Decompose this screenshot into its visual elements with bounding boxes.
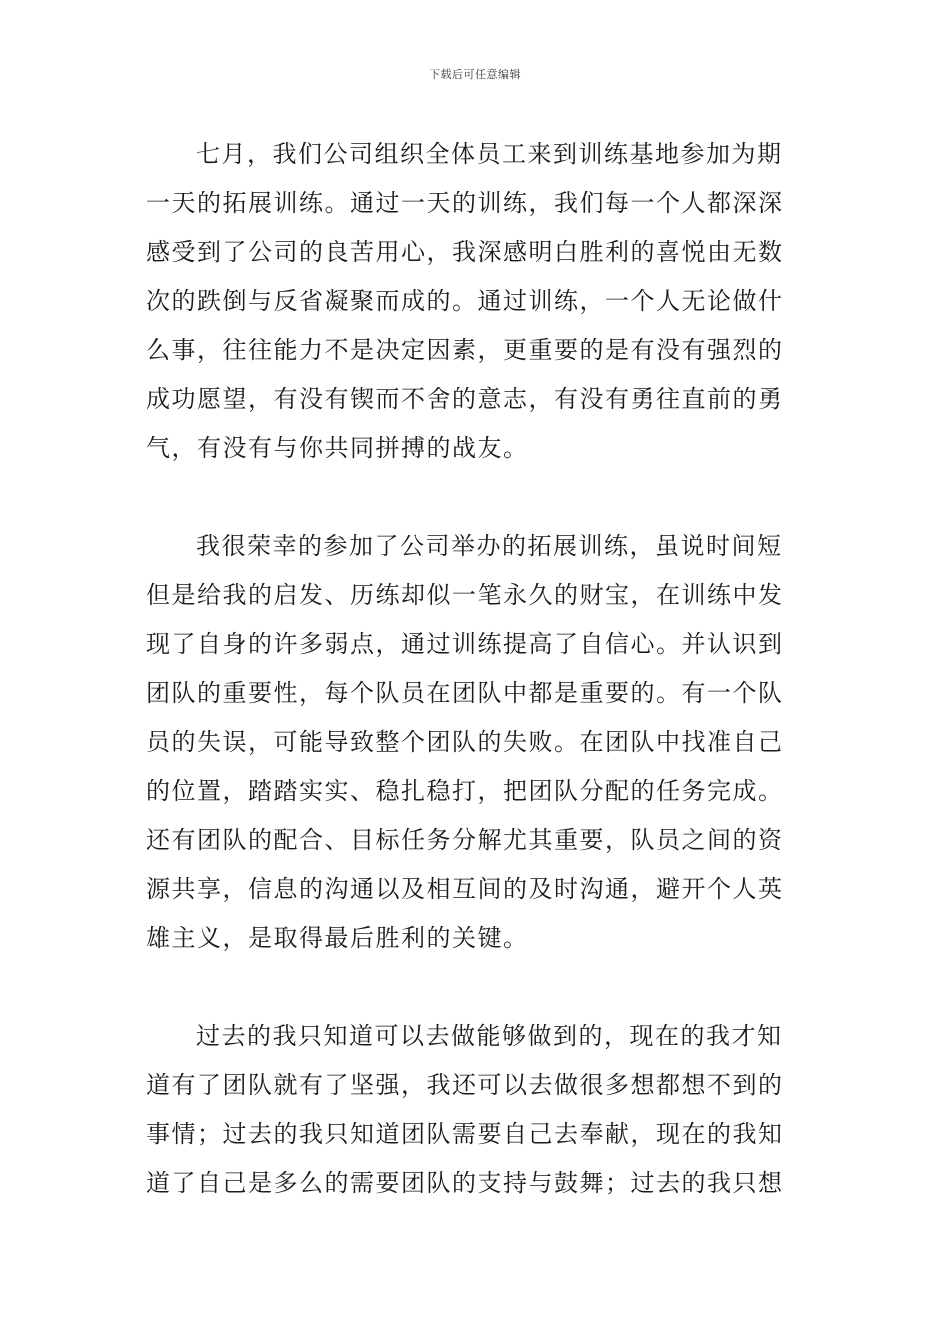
- text-line: 成功愿望，有没有锲而不舍的意志，有没有勇往直前的勇: [146, 385, 784, 413]
- text-line: 员的失误，可能导致整个团队的失败。在团队中找准自己: [146, 728, 784, 756]
- text-line: 过去的我只知道可以去做能够做到的，现在的我才知: [196, 1022, 783, 1050]
- paragraph-spacer: [146, 473, 806, 522]
- text-line: 还有团队的配合、目标任务分解尤其重要，队员之间的资: [146, 826, 784, 854]
- text-line: 事情；过去的我只知道团队需要自己去奉献，现在的我知: [146, 1120, 784, 1148]
- text-line: 我很荣幸的参加了公司举办的拓展训练，虽说时间短: [196, 532, 783, 560]
- paragraph-1: [146, 130, 806, 473]
- text-line: 一天的拓展训练。通过一天的训练，我们每一个人都深深: [146, 189, 784, 217]
- text-line: 源共享，信息的沟通以及相互间的及时沟通，避开个人英: [146, 875, 784, 903]
- text-line: 道了自己是多么的需要团队的支持与鼓舞；过去的我只想: [146, 1169, 784, 1197]
- text-line: 雄主义，是取得最后胜利的关键。: [146, 924, 529, 952]
- text-line: 次的跌倒与反省凝聚而成的。通过训练，一个人无论做什: [146, 287, 784, 315]
- header-note: 下载后可任意编辑: [429, 68, 521, 81]
- text-line: 么事，往往能力不是决定因素，更重要的是有没有强烈的: [146, 336, 784, 364]
- text-line: 的位置，踏踏实实、稳扎稳打，把团队分配的任务完成。: [146, 777, 784, 805]
- text-line: 但是给我的启发、历练却似一笔永久的财宝，在训练中发: [146, 581, 784, 609]
- text-line: 道有了团队就有了坚强，我还可以去做很多想都想不到的: [146, 1071, 784, 1099]
- paragraph-spacer: [146, 963, 806, 1012]
- text-line: 气，有没有与你共同拼搏的战友。: [146, 434, 529, 462]
- text-line: 现了自身的许多弱点，通过训练提高了自信心。并认识到: [146, 630, 784, 658]
- document-body: [146, 130, 806, 1208]
- paragraph-2: [146, 522, 806, 963]
- text-line: 团队的重要性，每个队员在团队中都是重要的。有一个队: [146, 679, 784, 707]
- text-line: 七月，我们公司组织全体员工来到训练基地参加为期: [196, 140, 783, 168]
- paragraph-3: [146, 1012, 806, 1208]
- text-line: 感受到了公司的良苦用心，我深感明白胜利的喜悦由无数: [146, 238, 784, 266]
